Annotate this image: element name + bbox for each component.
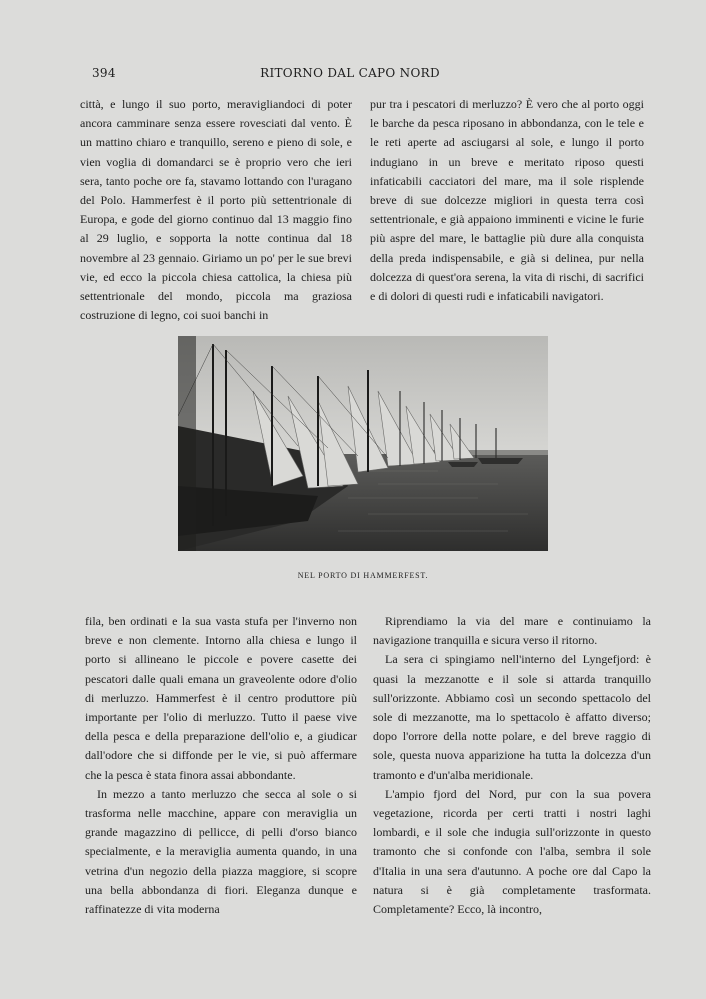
text-column-bottom-left (85, 612, 357, 919)
text-column-top-left (80, 95, 352, 325)
harbor-photo-illustration (178, 336, 548, 551)
harbor-photograph (178, 336, 548, 551)
paragraph: fila, ben ordinati e la sua vasta stufa per l'inverno non breve e non clemente. Intorno alla chiesa e lungo il porto si allineano le piccole e povere casette dei pescatori dalle quali emana un graveolente odore d'olio di merluzzo. Hammerfest è il centro produttore più importante per l'olio di merluzzo. Tutto il paese vive della pesca e della preparazione dell'olio e, a giudicar dall'odore che si diffonde per le vie, si può affermare che la pesca è stata finora assai abbondante. (85, 614, 357, 782)
paragraph: L'ampio fjord del Nord, pur con la sua povera vegetazione, ricorda per certi tratti i nostri laghi lombardi, e il sole che indugia sull'orizzonte in questo tramonto che si confonde con l'alba, sembra il sole d'Italia in una sera d'autunno. A poche ore dal Capo la natura si è già completamente trasformata. Completamente? Ecco, là incontro, (373, 786, 651, 917)
paragraph: La sera ci spingiamo nell'interno del Lyngefjord: è quasi la mezzanotte e il sole si attarda tranquillo sull'orizzonte. Abbiamo così un secondo spettacolo del sole di mezzanotte, ma lo spettacolo è affatto diverso; dopo l'orrore della notte polare, e del breve raggio di sole, questa nuova apparizione ha tutta la dolcezza d'un tramonto e d'un'alba meridionale. (373, 652, 651, 782)
text-column-top-right (370, 95, 644, 306)
paragraph: pur tra i pescatori di merluzzo? È vero che al porto oggi le barche da pesca riposano in abbondanza, con le tele e le reti aperte ad asciugarsi al sole, e lungo il porto indugiano in un breve e meritato riposo questi infaticabili cacciatori del mare, ma il sole risplende breve di sue dolcezze migliori in questa terra così settentrionale, e già appaiono imminenti e vicine le furie più aspre del mare, le battaglie più dure alla conquista della preda indispensabile, e già si delinea, pur nella dolcezza di quest'ora serena, la vita di rischi, di sacrifici e di dolori di questi rudi e infaticabili navigatori. (370, 97, 644, 304)
page-number: 394 (92, 66, 116, 80)
running-title: RITORNO DAL CAPO NORD (260, 66, 440, 80)
paragraph: Riprendiamo la via del mare e continuiamo la navigazione tranquilla e sicura verso il ritorno. (373, 614, 651, 648)
figure-caption: NEL PORTO DI HAMMERFEST. (297, 571, 429, 580)
running-header (80, 66, 620, 82)
paragraph: In mezzo a tanto merluzzo che secca al sole o si trasforma nelle macchine, appare con meraviglia un grande magazzino di pellicce, di pelli d'orso bianco specialmente, e la meraviglia aumenta quando, in una vetrina d'un negozio della piazza maggiore, si scopre una bella abbondanza di fiori. Eleganza dunque e raffinatezze di vita moderna (85, 786, 357, 917)
paragraph: città, e lungo il suo porto, meravigliandoci di poter ancora camminare senza essere rovesciati dal vento. È un mattino chiaro e tranquillo, sereno e pieno di sole, e vien voglia di domandarci se è proprio vero che ieri sera, tanto poche ore fa, stavamo lottando con l'uragano del Polo. Hammerfest è il porto più settentrionale di Europa, e gode del giorno continuo dal 13 maggio fino al 29 luglio, e sopporta la notte continua dal 18 novembre al 23 gennaio. Giriamo un po' per le sue brevi vie, ed ecco la piccola chiesa cattolica, la chiesa più settentrionale del mondo, piccola ma graziosa costruzione di legno, coi suoi banchi in (80, 97, 352, 323)
text-column-bottom-right (373, 612, 651, 919)
